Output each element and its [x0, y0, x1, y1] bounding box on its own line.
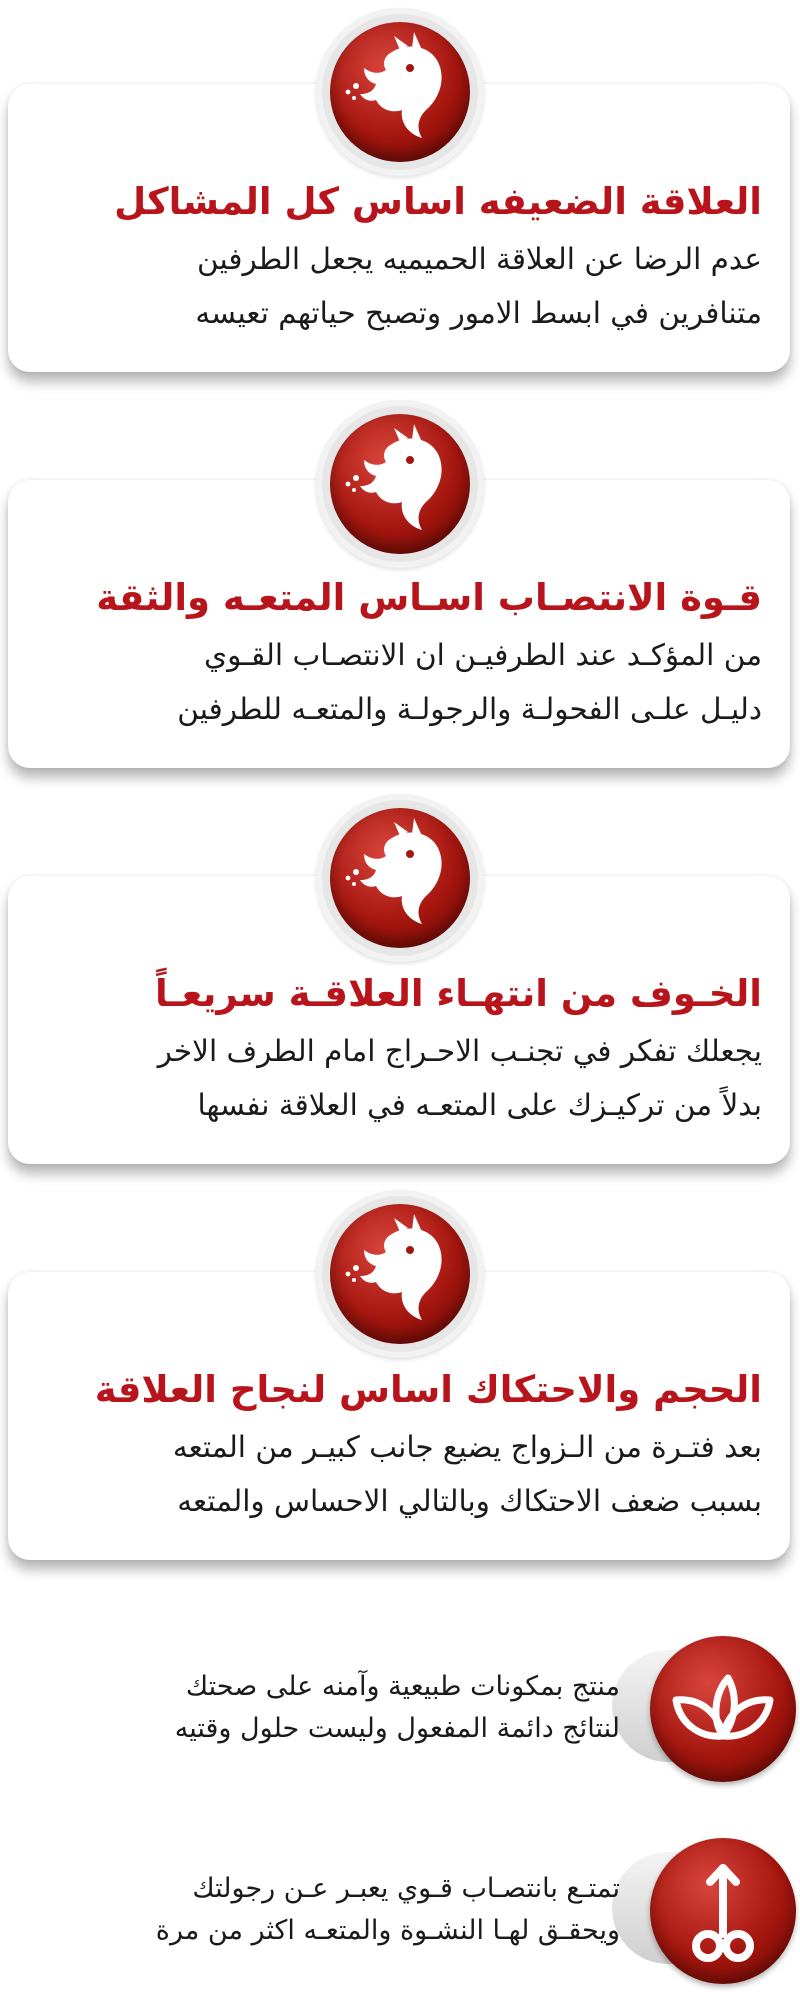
card-text-line-1: يجعلك تفكر في تجنـب الاحـراج امام الطرف الاخر [157, 1034, 762, 1068]
card-text-line-1: بعد فتـرة من الـزواج يضيع جانب كبيـر من المتعه [172, 1430, 762, 1464]
dragon-icon [330, 808, 470, 948]
card-text-line-2: بسبب ضعف الاحتكاك وبالتالي الاحساس والمتعه [177, 1484, 762, 1518]
dragon-icon [330, 22, 470, 162]
dragon-medal-1 [316, 8, 484, 176]
feature-badge [650, 1838, 796, 1984]
card-title: العلاقة الضعيفه اساس كل المشاكل [114, 180, 762, 223]
dragon-medal-3 [316, 794, 484, 962]
dragon-icon [330, 1204, 470, 1344]
card-title: قـوة الانتصـاب اسـاس المتعـه والثقة [96, 576, 762, 619]
card-text-line-2: متنافرين في ابسط الامور وتصبح حياتهم تعيسه [195, 296, 762, 330]
card-text-line-2: بدلاً من تركيـزك على المتعـه في العلاقة نفسها [197, 1088, 762, 1122]
feature-text-line-1: تمتـع بانتصـاب قـوي يعبـر عـن رجولتك [192, 1873, 620, 1904]
card-title: الحجم والاحتكاك اساس لنجاح العلاقة [94, 1368, 762, 1411]
card-text-line-2: دليـل علـى الفحولـة والرجولـة والمتعـه للطرفين [177, 692, 762, 726]
feature-natural-ingredients [0, 1624, 800, 1784]
feature-strong-erection [0, 1826, 800, 1986]
dragon-medal-4 [316, 1190, 484, 1358]
leaves-icon [650, 1636, 796, 1782]
feature-badge [650, 1636, 796, 1782]
card-text-line-1: من المؤكـد عند الطرفيـن ان الانتصـاب القـوي [204, 638, 762, 672]
card-title: الخـوف من انتهـاء العلاقـة سريعـاً [155, 972, 762, 1015]
dragon-icon [330, 414, 470, 554]
feature-text-line-1: منتج بمكونات طبيعية وآمنه على صحتك [185, 1671, 620, 1702]
feature-text-line-2: ويحقـق لهـا النشـوة والمتعـه اكثر من مرة [155, 1915, 620, 1946]
card-text-line-1: عدم الرضا عن العلاقة الحميميه يجعل الطرفين [196, 242, 762, 276]
dragon-medal-2 [316, 400, 484, 568]
arrow-symbol-icon [650, 1838, 796, 1984]
feature-text-line-2: لنتائج دائمة المفعول وليست حلول وقتيه [174, 1713, 620, 1744]
